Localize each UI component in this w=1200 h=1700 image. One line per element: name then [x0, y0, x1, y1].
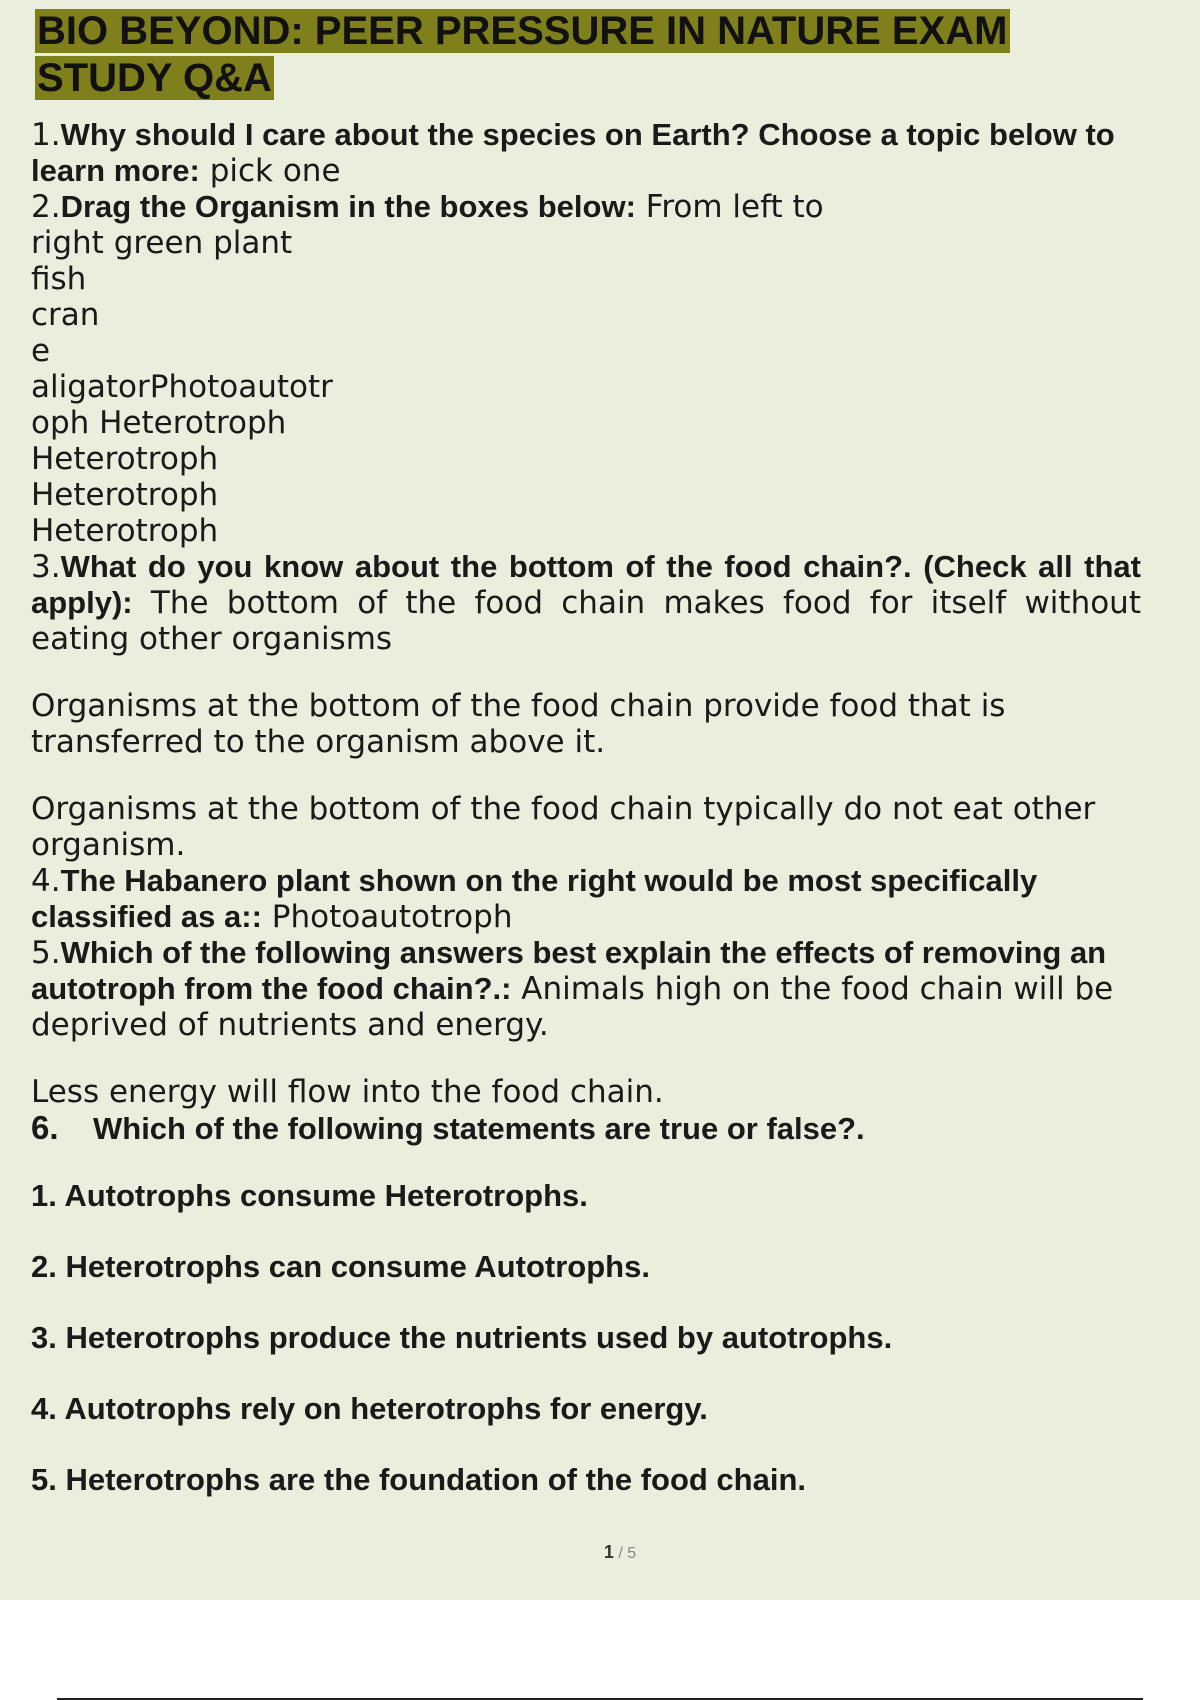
answer-line: cran	[31, 297, 100, 333]
answer-line: Heterotroph	[31, 441, 219, 477]
title-line-2: STUDY Q&A	[37, 56, 272, 100]
statement-item: 1. Autotrophs consume Heterotrophs.	[31, 1178, 588, 1213]
answer-extra: Less energy will flow into the food chain.	[31, 1074, 664, 1110]
qa-content	[31, 117, 1141, 1533]
answer-line: Heterotroph	[31, 513, 219, 549]
statement-item: 5. Heterotrophs are the foundation of the food chain.	[31, 1462, 807, 1497]
question-5	[31, 935, 1141, 1043]
question-prompt: Which of the following statements are true or false?.	[93, 1111, 865, 1146]
question-4	[31, 863, 1141, 935]
document-title	[35, 8, 1035, 102]
title-line-1: BIO BEYOND: PEER PRESSURE IN NATURE EXAM	[37, 9, 1008, 53]
question-number: 2.	[31, 189, 61, 225]
question-number: 6.	[31, 1109, 59, 1146]
answer-line: fish	[31, 261, 87, 297]
question-prompt: Which of the following answers best explain the effects of removing an autotroph from the food chain?.:	[31, 935, 1107, 1006]
answer-line: oph Heterotroph	[31, 405, 287, 441]
question-6	[31, 1110, 1141, 1147]
question-number: 3.	[31, 549, 61, 585]
answer-extra: Organisms at the bottom of the food chain provide food that is transferred to the organism above it.	[31, 688, 1006, 760]
answer-line: Heterotroph	[31, 477, 219, 513]
answer-line: e	[31, 333, 51, 369]
question-1	[31, 117, 1141, 189]
question-number: 1.	[31, 117, 61, 153]
statement-item: 4. Autotrophs rely on heterotrophs for energy.	[31, 1391, 708, 1426]
page-indicator	[0, 1542, 1200, 1563]
question-prompt: Why should I care about the species on Earth? Choose a topic below to learn more:	[31, 117, 1115, 188]
statement-item: 3. Heterotrophs produce the nutrients used by autotrophs.	[31, 1320, 893, 1355]
question-answer: The bottom of the food chain makes food for itself without eating other organisms	[31, 585, 1141, 657]
question-number: 5.	[31, 935, 61, 971]
question-answer: pick one	[199, 153, 341, 189]
answer-line: right green plant	[31, 225, 293, 261]
question-answer: Animals high on the food chain will be deprived of nutrients and energy.	[31, 971, 1114, 1043]
page-separator: /	[613, 1545, 628, 1562]
question-answer: Photoautotroph	[261, 899, 513, 935]
question-prompt: Drag the Organism in the boxes below:	[60, 189, 636, 224]
current-page: 1	[603, 1542, 614, 1562]
answer-line: aligatorPhotoautotr	[31, 369, 333, 405]
answer-extra: Organisms at the bottom of the food chain typically do not eat other organism.	[31, 791, 1096, 863]
statement-item: 2. Heterotrophs can consume Autotrophs.	[31, 1249, 650, 1284]
question-2	[31, 189, 1141, 225]
question-prompt: The Habanero plant shown on the right would be most specifically classified as a::	[31, 863, 1038, 934]
question-number: 4.	[31, 863, 61, 899]
question-prompt: What do you know about the bottom of the food chain?. (Check all that apply):	[31, 549, 1141, 620]
question-answer: From left to	[635, 189, 824, 225]
total-pages: 5	[627, 1545, 637, 1562]
question-3	[31, 549, 1141, 657]
